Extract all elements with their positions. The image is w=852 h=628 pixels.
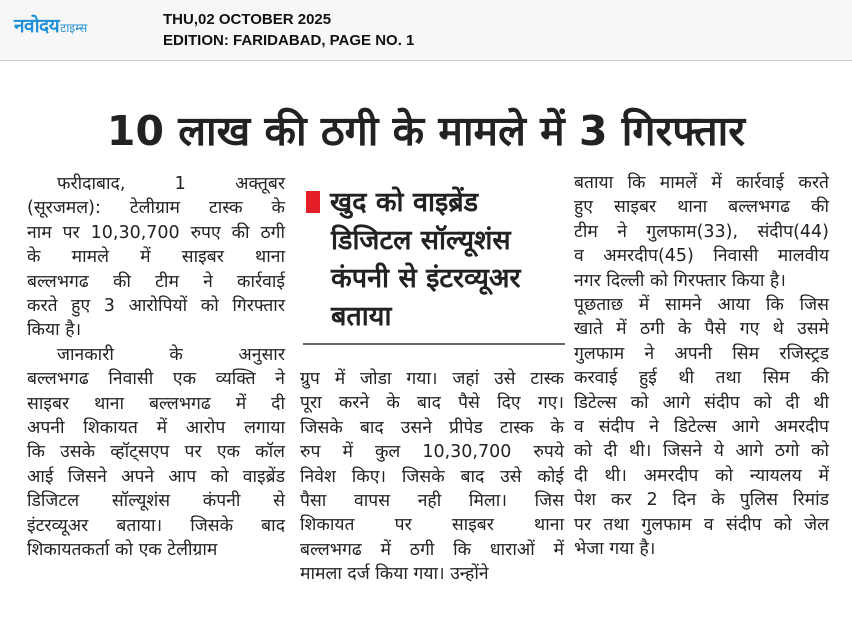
article-text-line: करते हुए 3 आरोपियों को गिरफ्तार (27, 296, 285, 317)
article-column-2 (300, 367, 564, 587)
article-text-line: नाम पर 10,30,700 रुपए की ठगी (27, 222, 285, 243)
article-text-line: आई जिसने अपने आप को वाइब्रेंड (27, 466, 285, 487)
subheadline-line: बताया (331, 301, 392, 332)
article-column-1 (27, 172, 285, 563)
article-text-line: को दी थी। जिसने ये आगे ठगो को (574, 441, 829, 462)
subheadline-line: कंपनी से इंटरव्यूअर (331, 263, 521, 294)
masthead-bar (0, 0, 852, 61)
article-headline: 10 लाख की ठगी के मामले में 3 गिरफ्तार (106, 107, 746, 155)
article-text-line: किया है। (27, 320, 82, 341)
edition-info (163, 9, 414, 51)
article-text-line: दी थी। अमरदीप को न्यायलय में (574, 465, 829, 486)
logo-main: नवोदय (14, 15, 60, 37)
article-text-line: गुलफाम ने अपनी सिम रजिस्ट्रड (574, 343, 829, 364)
article-subheadline (306, 184, 566, 336)
article-text-line: निवेश किए। जिसके बाद उसे कोई (300, 466, 564, 487)
article-text-line: खाते में ठगी के पैसे गए थे उसमे (574, 319, 829, 340)
article-text-line: बल्लभगढ की टीम ने कार्रवाई (27, 271, 285, 292)
edition-date: THU,02 OCTOBER 2025 (163, 11, 332, 28)
article-text-line: पेश कर 2 दिन के पुलिस रिमांड (574, 490, 829, 511)
article-text-line: डिटेल्स को आगे संदीप को दी थी (574, 392, 829, 413)
red-marker-icon (306, 191, 320, 213)
article-text-line: पैसा वापस नही मिला। जिस (300, 491, 564, 512)
article-text-line: के मामले में साइबर थाना (27, 247, 285, 268)
article-text-line: मामला दर्ज किया गया। उन्होंने (300, 564, 489, 585)
article-text-line: करवाई हुई थी तथा सिम की (574, 368, 829, 389)
article-text-line: बल्लभगढ में ठगी कि धाराओं में (300, 539, 564, 560)
article-text-line: हुए साइबर थाना बल्लभगढ की (574, 197, 829, 218)
article-text-line: शिकायतकर्ता को एक टेलीग्राम (27, 540, 218, 561)
subheadline-divider (303, 343, 565, 345)
article-text-line: व अमरदीप(45) निवासी मालवीय (574, 246, 829, 267)
article-text-line: इंटरव्यूअर बताया। जिसके बाद (27, 515, 285, 536)
article-text-line: भेजा गया है। (574, 539, 656, 560)
article-text-line: साइबर थाना बल्लभगढ में दी (27, 393, 285, 414)
article-text-line: बताया कि मामलें में कार्रवाई करते (574, 173, 829, 193)
article-text-line: पूरा करने के बाद पैसे दिए गए। (300, 393, 564, 414)
article-text-line: पर तथा गुलफाम व संदीप को जेल (574, 514, 829, 535)
article-text-line: शिकायत पर साइबर थाना (300, 515, 564, 536)
article-text-line: जिसके बाद उसने प्रीपेड टास्क के (300, 417, 564, 438)
article-text-line: कि उसके व्हॉट्सएप पर एक कॉल (27, 442, 285, 463)
article-text-line: (सूरजमल): टेलीग्राम टास्क के (27, 198, 285, 219)
article-text-line: जानकारी के अनुसार (57, 344, 285, 365)
article-text-line: अपनी शिकायत में आरोप लगाया (27, 418, 285, 439)
article-text-line: डिजिटल सॉल्यूशंस कंपनी से (27, 491, 285, 512)
subheadline-line: खुद को वाइब्रेंड (330, 187, 479, 218)
article-text-line: नगर दिल्ली को गिरफ्तार किया है। (574, 270, 786, 291)
subheadline-line: डिजिटल सॉल्यूशंस (331, 225, 511, 256)
article-text-line: व संदीप ने डिटेल्स आगे अमरदीप (574, 417, 829, 438)
article-text-line: पूछताछ में सामने आया कि जिस (574, 295, 829, 316)
article-text-line: टीम ने गुलफाम(33), संदीप(44) (574, 221, 829, 242)
article-column-3 (574, 171, 829, 562)
edition-page: EDITION: FARIDABAD, PAGE NO. 1 (163, 32, 415, 49)
article-text-line: रुप में कुल 10,30,700 रुपये (300, 442, 564, 463)
article-text-line: बल्लभगढ निवासी एक व्यक्ति ने (27, 369, 285, 390)
logo-sub: टाइम्स (60, 21, 88, 35)
newspaper-logo (14, 12, 87, 38)
article-text-line: फरीदाबाद, 1 अक्तूबर (57, 174, 285, 194)
article-text-line: ग्रुप में जोडा गया। जहां उसे टास्क (300, 369, 564, 389)
